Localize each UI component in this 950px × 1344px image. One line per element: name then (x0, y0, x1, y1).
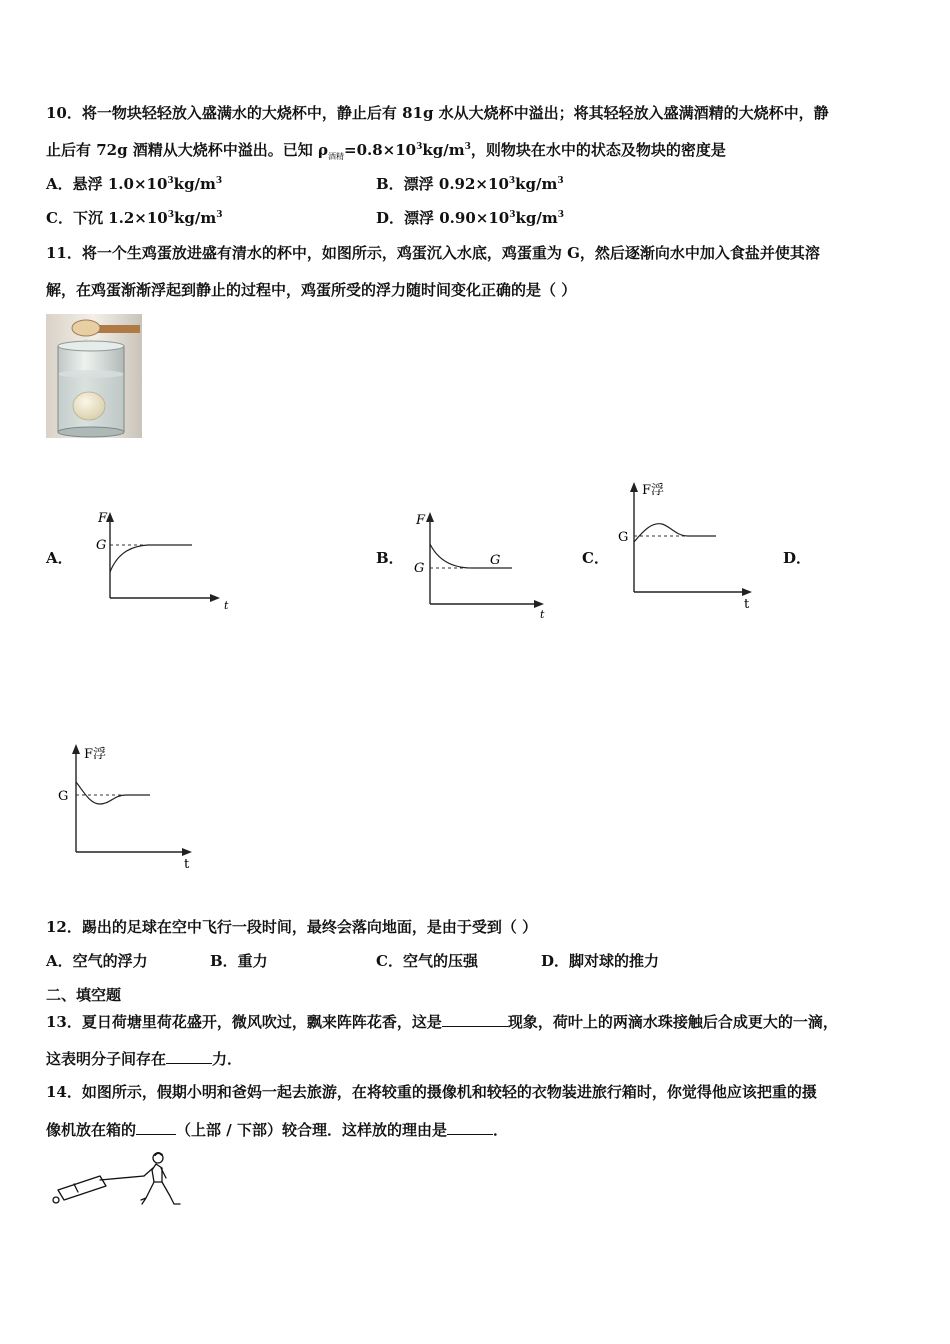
q12-line1: 12．踢出的足球在空中飞行一段时间，最终会落向地面，是由于受到（ ） (46, 918, 538, 936)
q12-option-c: C．空气的压强 (376, 952, 478, 970)
q13-blank-2[interactable] (166, 1049, 212, 1064)
q14-blank-2[interactable] (447, 1120, 493, 1135)
q10-option-c: C．下沉 $1.2\times 10^3kg/m^3$ (46, 209, 223, 227)
graph-b (408, 508, 558, 620)
graph-d (54, 740, 204, 874)
q11-label-b: B． (376, 549, 404, 567)
person-body (152, 1164, 162, 1182)
q11-label-d: D． (783, 549, 812, 567)
graph-c-t-label: t (744, 597, 750, 612)
graph-a (88, 508, 238, 616)
graph-b-y-label: F (416, 513, 426, 528)
graph-b-g-label2: G (490, 553, 501, 568)
q10-option-a: A．悬浮 $1.0\times 10^3kg/m^3$ (46, 175, 223, 193)
q11-line1: 11．将一个生鸡蛋放进盛有清水的杯中，如图所示，鸡蛋沉入水底，鸡蛋重为 G，然后逐渐向水中加入食盐并使其溶 (46, 244, 820, 262)
q10-option-d: D．漂浮 $0.90\times 10^3kg/m^3$ (376, 209, 564, 227)
q13-line2: 这表明分子间存在 力． (46, 1050, 243, 1068)
egg-glass-picture (46, 314, 142, 438)
spoon-handle (96, 325, 140, 333)
q10-line1: 10．将一物块轻轻放入盛满水的大烧杯中，静止后有 81g 水从大烧杯中溢出；将其轻轻放入盛满酒精的大烧杯中，静 (46, 104, 829, 122)
graph-c-g-label: G (618, 530, 629, 545)
graph-d-y-label: F浮 (84, 747, 107, 762)
graph-d-t-label: t (184, 857, 190, 872)
suitcase-wheel (53, 1197, 59, 1203)
q10-option-b: B．漂浮 $0.92\times 10^3kg/m^3$ (376, 175, 564, 193)
graph-a-y-label: F (98, 511, 108, 526)
graph-b-g-label: G (414, 561, 425, 576)
q14-line2: 像机放在箱的 （上部 / 下部）较合理．这样放的理由是 ． (46, 1121, 508, 1139)
q14-blank-1[interactable] (136, 1120, 176, 1135)
q13-line1: 13．夏日荷塘里荷花盛开，微风吹过，飘来阵阵花香，这是 现象，荷叶上的两滴水珠接触后合成更大的一滴， (46, 1013, 838, 1031)
person-legs (141, 1182, 154, 1204)
egg (73, 392, 105, 420)
q11-line2: 解，在鸡蛋渐渐浮起到静止的过程中，鸡蛋所受的浮力随时间变化正确的是（ ） (46, 281, 577, 299)
section-heading: 二、填空题 (46, 986, 122, 1004)
q11-label-a: A． (46, 549, 73, 567)
q10-line2: 止后有 72g 酒精从大烧杯中溢出。已知 $\rho_{酒精}=0.8\times 10^3kg/m^3$，则物块在水中的状态及物块的密度是 (46, 141, 726, 161)
graph-a-t-label: t (224, 599, 229, 612)
graph-d-g-label: G (58, 789, 69, 804)
graph-c-y-label: F浮 (642, 483, 665, 498)
q12-option-b: B．重力 (210, 952, 268, 970)
suitcase (58, 1176, 106, 1200)
q13-blank-1[interactable] (442, 1012, 508, 1027)
graph-d-curve (76, 782, 150, 804)
graph-c-curve (634, 524, 716, 542)
spoon (72, 320, 100, 336)
graph-a-curve (110, 545, 192, 572)
q14-line1: 14．如图所示，假期小明和爸妈一起去旅游，在将较重的摄像机和较轻的衣物装进旅行箱时，你觉得他应该把重的摄 (46, 1083, 817, 1101)
q12-option-d: D．脚对球的推力 (541, 952, 660, 970)
graph-a-g-label: G (96, 538, 107, 553)
person-pulling-suitcase-picture (46, 1150, 186, 1212)
graph-b-t-label: t (540, 608, 545, 621)
q11-label-c: C． (582, 549, 609, 567)
graph-c (612, 478, 762, 612)
q12-option-a: A．空气的浮力 (46, 952, 148, 970)
suitcase-handle (100, 1176, 144, 1180)
